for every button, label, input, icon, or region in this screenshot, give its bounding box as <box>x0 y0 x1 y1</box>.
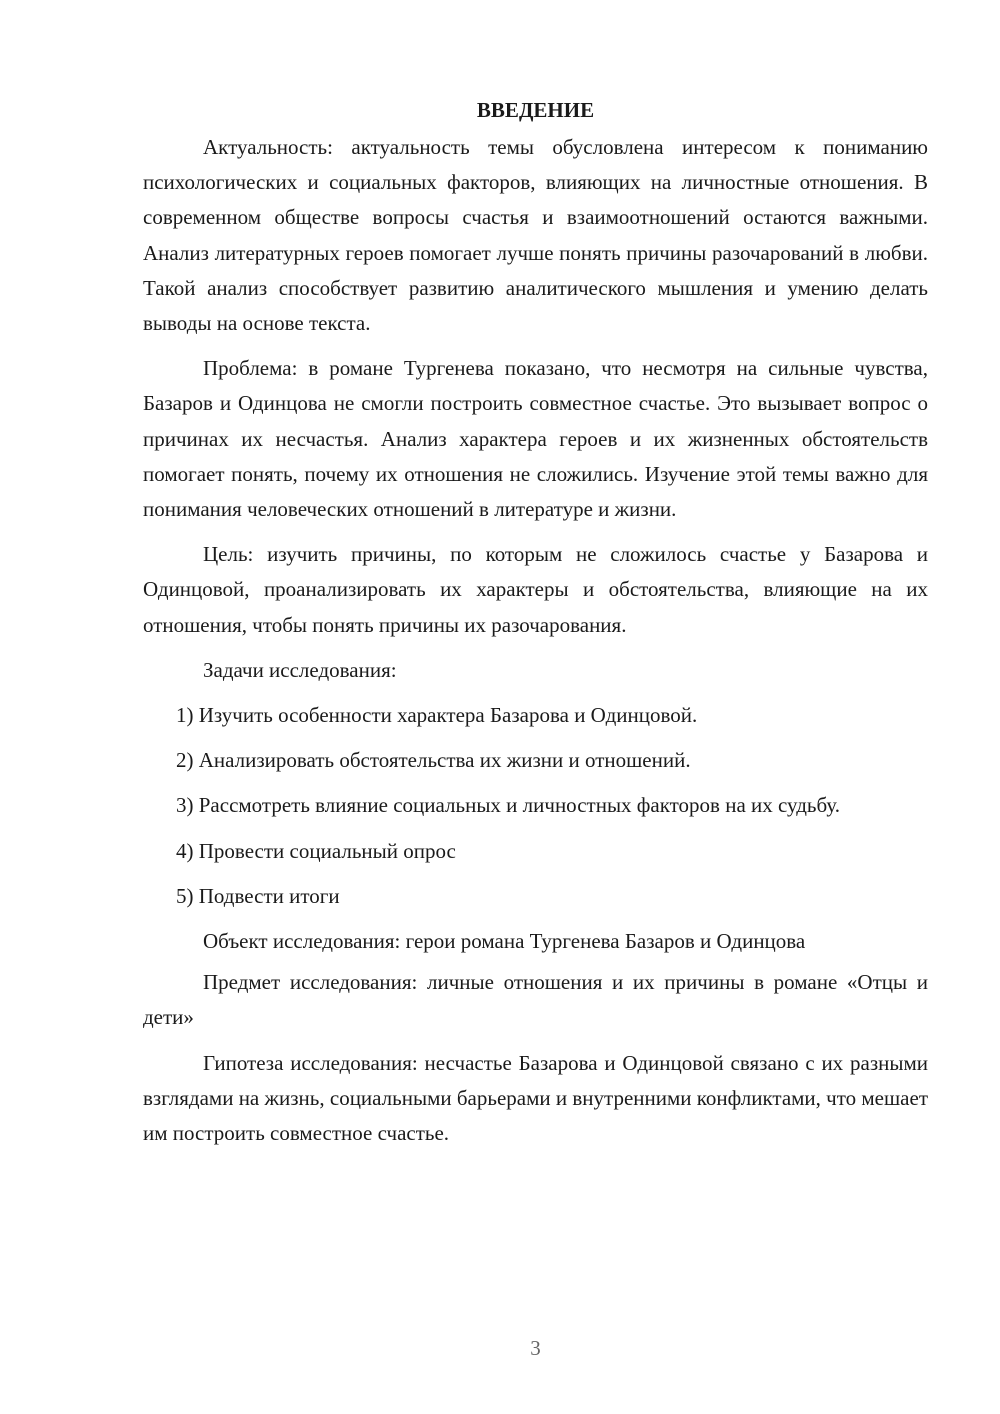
research-subject: Предмет исследования: личные отношения и их причины в романе «Отцы и дети» <box>143 970 928 1030</box>
research-hypothesis: Гипотеза исследования: несчастье Базарова и Одинцовой связано с их разными взглядами на жизнь, социальными барьерами и внутренними конфликтами, что мешает им построить совместное счастье. <box>143 1050 928 1146</box>
paragraph-problem: Проблема: в романе Тургенева показано, что несмотря на сильные чувства, Базаров и Одинцова не смогли построить совместное счастье. Это вызывает вопрос о причинах их несчастья. Анализ характера героев и их жизненных обстоятельств помогает понять, почему их отношения не сложились. Изучение этой темы важно для понимания человеческих отношений в литературе и жизни. <box>143 356 928 522</box>
paragraph-goal: Цель: изучить причины, по которым не сложилось счастье у Базарова и Одинцовой, проанализировать их характеры и обстоятельства, влияющие на их отношения, чтобы понять причины их разочарования. <box>143 542 928 637</box>
task-item: 4) Провести социальный опрос <box>176 838 456 863</box>
task-item: 5) Подвести итоги <box>176 883 340 908</box>
tasks-heading: Задачи исследования: <box>203 657 397 682</box>
page-number: 3 <box>530 1336 541 1360</box>
page-title: ВВЕДЕНИЕ <box>476 98 595 122</box>
research-object: Объект исследования: герои романа Тургенева Базаров и Одинцова <box>203 929 806 954</box>
task-item: 3) Рассмотреть влияние социальных и личностных факторов на их судьбу. <box>176 793 841 818</box>
paragraph-relevance: Актуальность: актуальность темы обусловлена интересом к пониманию психологических и социальных факторов, влияющих на личностные отношения. В современном обществе вопросы счастья и взаимоотношений остаются важными. Анализ литературных героев помогает лучше понять причины разочарований в любви. Такой анализ способствует развитию аналитического мышления и умению делать выводы на основе текста. <box>143 135 928 336</box>
task-item: 1) Изучить особенности характера Базарова и Одинцовой. <box>176 703 698 728</box>
document-page <box>143 96 928 1161</box>
task-item: 2) Анализировать обстоятельства их жизни и отношений. <box>176 748 691 773</box>
